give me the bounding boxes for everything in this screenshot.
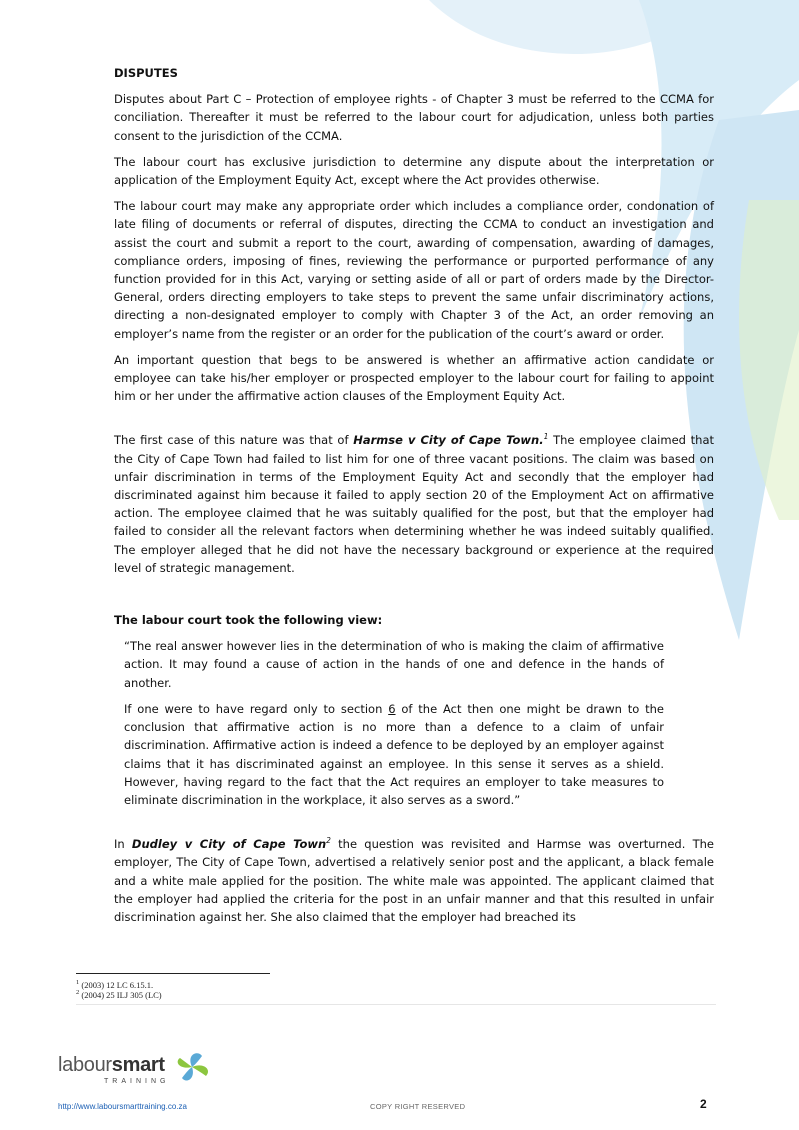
quote-paragraph-2 <box>124 700 664 809</box>
paragraph-harmse-case <box>114 431 714 577</box>
text-span: of the Act then one might be drawn to the conclusion that affirmative action is no more than a defence to a claim of unfair discrimination. Affirmative action is indeed a defence to be deployed by an employer against claims that it has discriminated against an employee. In this sense it serves as a shield. However, having regard to the fact that the Act requires an employer to take measures to eliminate discrimination in the workplace, it also serves as a sword.” <box>124 701 664 807</box>
heading-disputes: DISPUTES <box>114 66 178 80</box>
copyright-notice: COPY RIGHT RESERVED <box>370 1102 466 1111</box>
text-span: If one were to have regard only to section <box>124 701 389 716</box>
footnote-divider <box>76 973 270 974</box>
footnote-text: (2003) 12 LC 6.15.1. <box>81 980 154 990</box>
text-span: The employee claimed that the City of Cape Town had failed to list him for one of three vacant positions. The claim was based on unfair discrimination in terms of the Employment Equity Act and secondly that the employer had discriminated against him because it failed to apply section 20 of the Employment Act on affirmative action. The employee claimed that he was suitably qualified for the post, but that the employer had failed to consider all the relevant factors when determining whether he was indeed suitably qualified. The employer alleged that he did not have the necessary background or experience at the required level of strategic management. <box>114 433 715 575</box>
document-body <box>114 64 714 934</box>
section-link[interactable]: 6 <box>388 701 396 716</box>
footnote-number: 2 <box>76 989 80 997</box>
case-name-harmse: Harmse v City of Cape Town. <box>353 433 544 448</box>
footer-divider <box>76 1004 716 1005</box>
page-number: 2 <box>700 1097 707 1111</box>
text-span: the question was revisited and Harmse was overturned. The employer, The City of Cape Town, advertised a relatively senior post and the applicant, a black female and a white male applied for the position. The white male was appointed. The applicant claimed that the employer had applied the criteria for the post in an unfair manner and that this resulted in unfair discrimination against her. She also claimed that the employer had breached its <box>114 837 714 924</box>
footnotes <box>76 980 162 1000</box>
footnote-number: 1 <box>76 979 80 987</box>
court-quote <box>114 637 714 809</box>
paragraph-court-orders: The labour court may make any appropriate order which includes a compliance order, condonation of late filing of documents or referral of disputes, directing the CCMA to conduct an investigation and assist the court and submit a report to the court, awarding of compensation, awarding of damages, compliance orders, imposing of fines, reviewing the performance or purported performance of any function provided for in this Act, varying or setting aside of all or part of orders made by the Director-General, orders directing employers to take steps to prevent the same unfair discriminatory actions, directing a non-designated employer to comply with Chapter 3 of the Act, an order removing an employer’s name from the register or an order for the publication of the court’s award or order. <box>114 199 714 341</box>
logo-subtitle: TRAINING <box>104 1078 170 1085</box>
footnote-text: (2004) 25 ILJ 305 (LC) <box>81 990 162 1000</box>
logo-wordmark <box>58 1054 165 1077</box>
footnote-ref-2[interactable]: 2 <box>326 836 331 846</box>
paragraph-dudley-case <box>114 835 714 926</box>
logo-pinwheel-icon <box>172 1050 212 1084</box>
paragraph-disputes-referral: Disputes about Part C – Protection of employee rights - of Chapter 3 must be referred to the CCMA for conciliation. Thereafter it must be referred to the labour court for adjudication, unless both parties consent to the jurisdiction of the CCMA. <box>114 92 714 143</box>
footnote-ref-1[interactable]: 1 <box>543 432 549 442</box>
quote-paragraph-1: “The real answer however lies in the determination of who is making the claim of affirmative action. It may found a cause of action in the hands of one and defence in the hands of another. <box>124 639 664 690</box>
heading-court-view: The labour court took the following view: <box>114 613 383 628</box>
logo-text-bold: smart <box>111 1054 165 1076</box>
text-span: The first case of this nature was that of <box>114 433 354 448</box>
footnote-2 <box>76 990 162 1000</box>
paragraph-jurisdiction: The labour court has exclusive jurisdiction to determine any dispute about the interpretation or application of the Employment Equity Act, except where the Act provides otherwise. <box>114 154 714 188</box>
footnote-1 <box>76 980 162 990</box>
case-name-dudley: Dudley v City of Cape Town <box>131 837 327 852</box>
paragraph-important-question: An important question that begs to be answered is whether an affirmative action candidate or employee can take his/her employer or prospected employer to the labour court for failing to appoint him or her under the affirmative action clauses of the Employment Equity Act. <box>114 352 714 404</box>
laboursmart-logo <box>58 1050 208 1090</box>
text-span: In <box>114 837 132 852</box>
logo-text-light: labour <box>58 1054 112 1076</box>
website-link[interactable]: http://www.laboursmarttraining.co.za <box>58 1102 187 1111</box>
